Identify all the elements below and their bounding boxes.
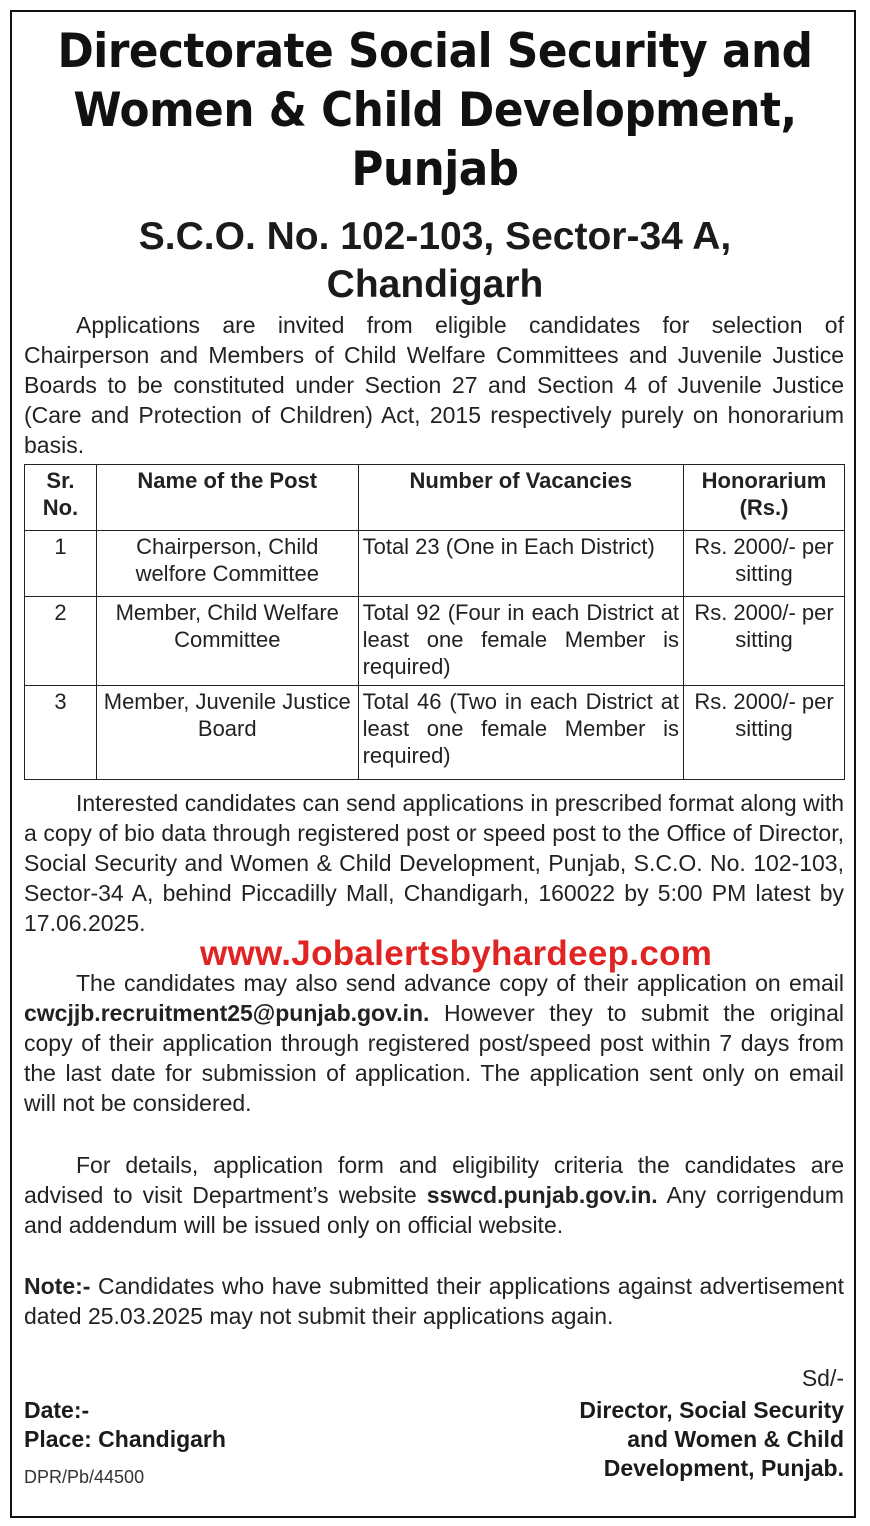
note-label: Note:- xyxy=(24,1273,91,1299)
email-paragraph xyxy=(24,968,844,1118)
header-vacancies: Number of Vacancies xyxy=(358,465,683,531)
note-text: Candidates who have submitted their applications against advertisement dated 25.03.2025 may not submit their applications again. xyxy=(24,1273,844,1329)
row-vacancies: Total 92 (Four in each District at least one female Member is required) xyxy=(358,597,683,685)
row-post: Member, Juvenile Justice Board xyxy=(96,685,358,779)
row-sr: 3 xyxy=(25,685,97,779)
header-sr-no: Sr. No. xyxy=(25,465,97,531)
details-text-before: For details, application form and eligibility criteria the candidates are advised to visit Department’s website xyxy=(24,1152,844,1208)
row-vacancies: Total 46 (Two in each District at least one female Member is required) xyxy=(358,685,683,779)
dpr-reference: DPR/Pb/44500 xyxy=(24,1467,145,1487)
details-text-after: Any corrigendum and addendum will be issued only on official website. xyxy=(24,1182,844,1238)
signatory-line: and Women & Child xyxy=(627,1426,844,1452)
notice-title xyxy=(42,22,829,199)
title-line: Directorate Social Security and xyxy=(57,24,813,79)
watermark-url: www.Jobalertsbyhardeep.com xyxy=(200,934,713,973)
title-line: Punjab xyxy=(351,142,519,197)
note-paragraph xyxy=(24,1271,844,1331)
intro-paragraph xyxy=(24,310,844,460)
date-label: Date:- xyxy=(24,1397,90,1423)
row-honorarium: Rs. 2000/- per sitting xyxy=(684,597,845,685)
email-address-link[interactable]: cwcjjb.recruitment25@punjab.gov.in. xyxy=(24,1000,430,1026)
application-paragraph xyxy=(24,788,844,938)
table-row xyxy=(25,531,845,597)
row-vacancies: Total 23 (One in Each District) xyxy=(358,531,683,597)
row-post: Chairperson, Child welfore Committee xyxy=(96,531,358,597)
address-line: Chandigarh xyxy=(326,263,544,306)
place-label: Place: Chandigarh xyxy=(24,1426,226,1452)
table-row xyxy=(25,597,845,685)
header-honorarium: Honorarium (Rs.) xyxy=(684,465,845,531)
table-row xyxy=(25,685,845,779)
signatory-line: Director, Social Security xyxy=(579,1397,844,1423)
vacancy-table xyxy=(24,464,845,780)
row-honorarium: Rs. 2000/- per sitting xyxy=(684,685,845,779)
intro-text: Applications are invited from eligible candidates for selection of Chairperson and Members of Child Welfare Committees and Juvenile Justice Boards to be constituted under Section 27 and Section 4 of Juvenile Justice (Care and Protection of Children) Act, 2015 respectively purely on honorarium basis. xyxy=(24,312,844,458)
signature-mark: Sd/- xyxy=(801,1365,844,1391)
date-place-block xyxy=(24,1396,226,1454)
office-address xyxy=(12,213,858,309)
details-paragraph xyxy=(24,1150,844,1240)
row-post: Member, Child Welfare Committee xyxy=(96,597,358,685)
email-text-after: However they to submit the original copy of their application through registered post/speed post within 7 days from the last date for submission of application. The application sent only on email will not be considered. xyxy=(24,1000,844,1116)
row-honorarium: Rs. 2000/- per sitting xyxy=(684,531,845,597)
row-sr: 2 xyxy=(25,597,97,685)
signatory-block xyxy=(579,1396,844,1483)
header-post-name: Name of the Post xyxy=(96,465,358,531)
signatory-line: Development, Punjab. xyxy=(603,1455,844,1481)
email-text-before: The candidates may also send advance copy of their application on email xyxy=(76,970,844,996)
address-line: S.C.O. No. 102-103, Sector-34 A, xyxy=(138,215,732,258)
application-text: Interested candidates can send applications in prescribed format along with a copy of bio data through registered post or speed post to the Office of Director, Social Security and Women & Child Development, Punjab, S.C.O. No. 102-103, Sector-34 A, behind Piccadilly Mall, Chandigarh, 160022 by 5:00 PM latest by 17.06.2025. xyxy=(24,790,844,936)
table-header-row xyxy=(25,465,845,531)
website-link[interactable]: sswcd.punjab.gov.in. xyxy=(426,1182,658,1208)
title-line: Women & Child Development, xyxy=(73,83,797,138)
row-sr: 1 xyxy=(25,531,97,597)
